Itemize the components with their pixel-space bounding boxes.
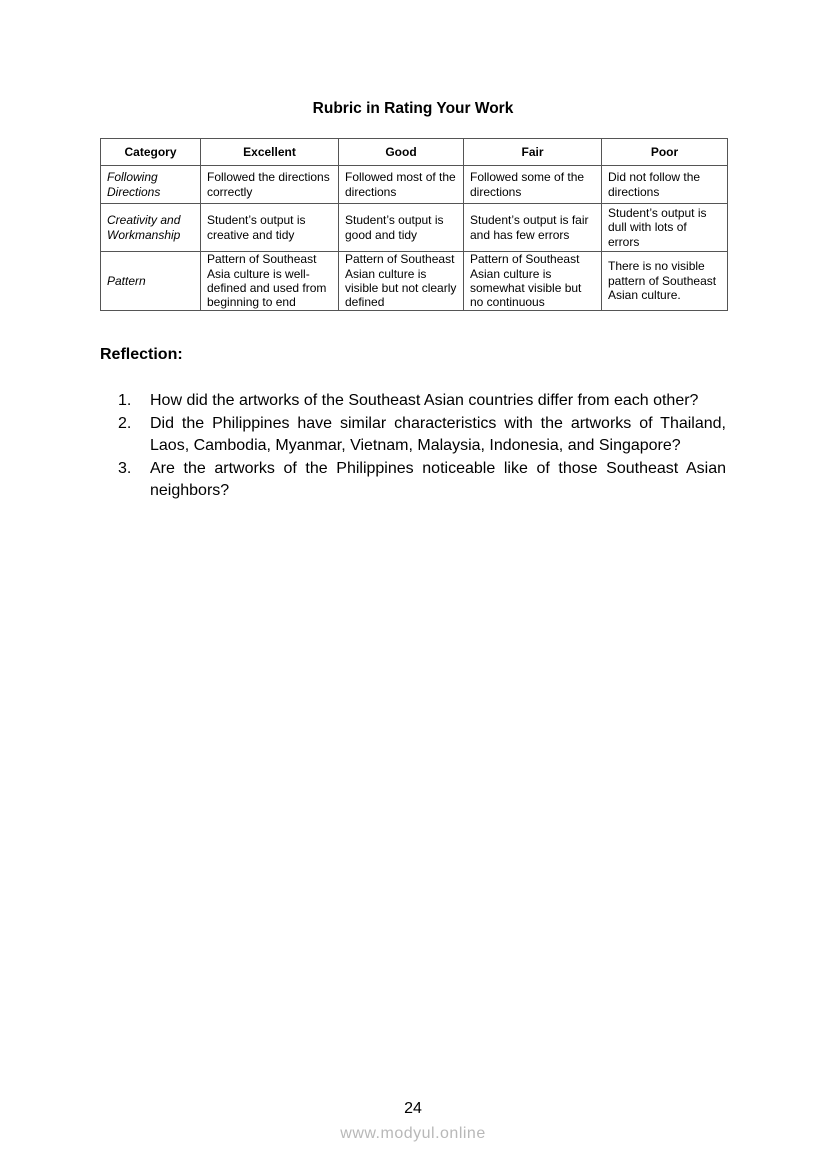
table-cell: Followed the directions correctly [201, 166, 339, 204]
table-cell: Student’s output is good and tidy [339, 204, 464, 252]
category-cell: Following Directions [101, 166, 201, 204]
table-header-row [101, 139, 728, 166]
header-fair: Fair [464, 139, 602, 166]
watermark: www.modyul.online [340, 1125, 486, 1142]
header-poor: Poor [602, 139, 728, 166]
table-cell: Followed most of the directions [339, 166, 464, 204]
table-cell: Student’s output is creative and tidy [201, 204, 339, 252]
list-number: 3. [118, 459, 132, 477]
table-cell: Pattern of Southeast Asia culture is well-defined and used from beginning to end [201, 252, 339, 311]
table-cell: Pattern of Southeast Asian culture is somewhat visible but no continuous [464, 252, 602, 311]
header-excellent: Excellent [201, 139, 339, 166]
list-item [100, 390, 726, 413]
reflection-questions [100, 390, 726, 503]
question-text: How did the artworks of the Southeast Asian countries differ from each other? [150, 392, 699, 409]
table-row [101, 204, 728, 252]
table-cell: There is no visible pattern of Southeast Asian culture. [602, 252, 728, 311]
table-cell: Followed some of the directions [464, 166, 602, 204]
list-item [100, 458, 726, 503]
table-cell: Student’s output is fair and has few errors [464, 204, 602, 252]
rubric-table [100, 138, 728, 311]
table-cell: Did not follow the directions [602, 166, 728, 204]
table-cell: Student’s output is dull with lots of errors [602, 204, 728, 252]
table-row [101, 166, 728, 204]
table-row [101, 252, 728, 311]
question-text: Are the artworks of the Philippines noticeable like of those Southeast Asian neighbors? [150, 459, 726, 499]
category-cell: Pattern [101, 252, 201, 311]
table-cell: Pattern of Southeast Asian culture is visible but not clearly defined [339, 252, 464, 311]
reflection-heading: Reflection: [100, 346, 183, 363]
question-text: Did the Philippines have similar characteristics with the artworks of Thailand, Laos, Cambodia, Myanmar, Vietnam, Malaysia, Indonesia, and Singapore? [150, 414, 726, 454]
category-cell: Creativity and Workmanship [101, 204, 201, 252]
document-title: Rubric in Rating Your Work [312, 100, 514, 117]
list-item [100, 413, 726, 458]
list-number: 1. [118, 392, 132, 409]
header-category: Category [101, 139, 201, 166]
header-good: Good [339, 139, 464, 166]
list-number: 2. [118, 414, 132, 432]
page-number: 24 [404, 1100, 422, 1117]
